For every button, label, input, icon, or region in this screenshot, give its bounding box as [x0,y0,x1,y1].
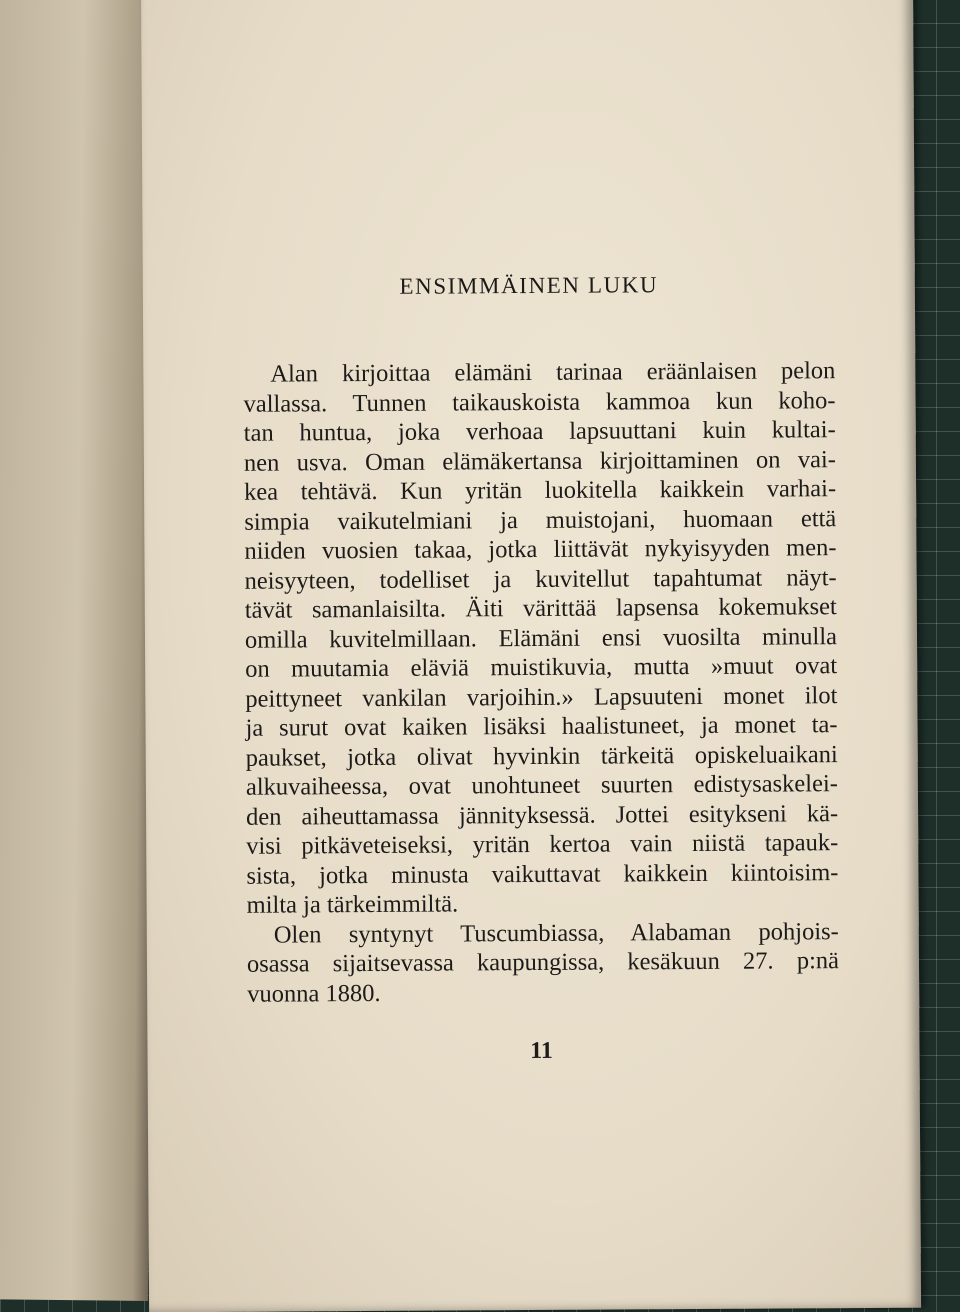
text-line: visi pitkäveteiseksi, yritän kertoa vain niistä tapauk- [246,829,839,860]
text-line: ja surut ovat kaiken lisäksi haalistuneet, ja monet ta- [245,711,838,742]
text-line: omilla kuvitelmillaan. Elämäni ensi vuosilta minulla [244,622,838,654]
text-line: tan huntua, joka verhoaa lapsuuttani kuin kultai- [243,416,836,447]
text-line: alkuvaiheessa, ovat unohtuneet suurten edistysaskelei- [245,770,838,801]
text-line: osassa sijaitsevassa kaupungissa, kesäkuun 27. p:nä [246,947,840,978]
text-line: paukset, jotka olivat hyvinkin tärkeitä opiskeluaikani [245,740,838,772]
text-line: neisyyteen, todelliset ja kuvitellut tapahtumat näyt- [244,563,837,595]
page-number: 11 [530,1037,553,1065]
text-line: Olen syntynyt Tuscumbiassa, Alabaman pohjois- [273,917,839,949]
text-line: vuonna 1880. [247,979,381,1008]
chapter-title: ENSIMMÄINEN LUKU [399,272,659,299]
right-page [141,0,921,1312]
left-page [0,0,162,1301]
text-line: kea tehtävä. Kun yritän luokitella kaikkein varhai- [244,475,837,506]
text-line: tävät samanlaisilta. Äiti värittää lapsensa kokemukset [244,593,837,624]
text-line: milta ja tärkeimmiltä. [246,890,459,919]
text-line: Alan kirjoittaa elämäni tarinaa eräänlaisen pelon [270,357,836,388]
text-line: niiden vuosien takaa, jotka liittävät nykyisyyden men- [244,534,837,565]
text-line: simpia vaikutelmiani ja muistojani, huomaan että [244,504,837,536]
text-line: sista, jotka minusta vaikuttavat kaikkein kiintoisim- [246,858,839,890]
text-line: peittyneet vankilan varjoihin.» Lapsuuteni monet ilot [245,681,838,713]
body-text [243,356,839,1009]
text-line: on muutamia eläviä muistikuvia, mutta »muut ovat [245,652,838,683]
text-line: vallassa. Tunnen taikauskoista kammoa kun koho- [243,386,836,418]
text-line: nen usva. Oman elämäkertansa kirjoittaminen on vai- [243,445,836,477]
text-line: den aiheuttamassa jännityksessä. Jottei esitykseni kä- [245,799,839,831]
